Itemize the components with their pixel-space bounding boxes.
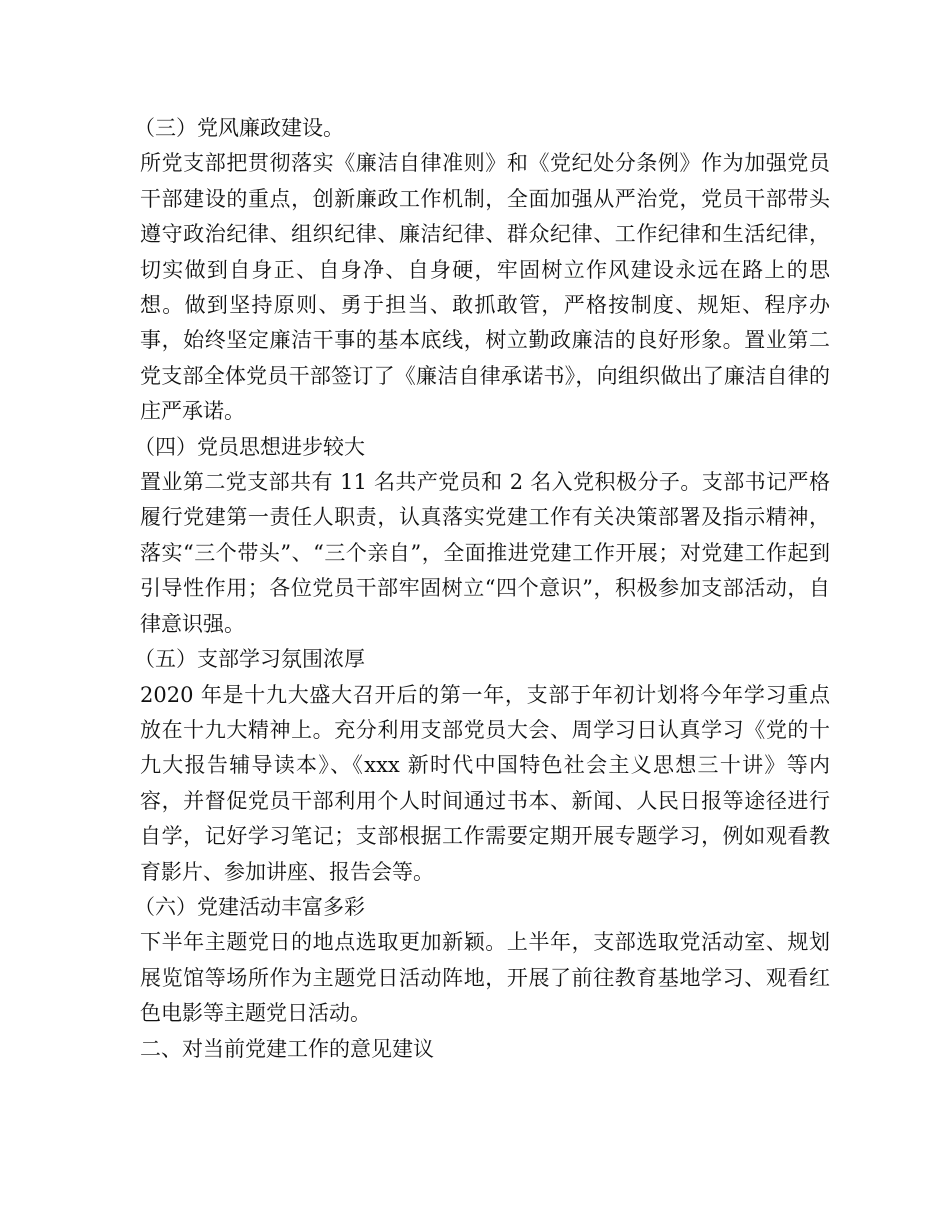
subheading-4: （四）党员思想进步较大 bbox=[134, 434, 365, 459]
paragraph-integrity: 所党支部把贯彻落实《廉洁自律准则》和《党纪处分条例》作为加强党员干部建设的重点，创新廉政工作机制，全面加强从严治党，党员干部带头遵守政治纪律、组织纪律、廉洁纪律、群众纪律、工作纪律和生活纪律，切实做到自身正、自身净、自身硬，牢固树立作风建设永远在路上的思想。做到坚持原则、勇于担当、敢抓敢管，严格按制度、规矩、程序办事，始终坚定廉洁干事的基本底线，树立勤政廉洁的良好形象。置业第二党支部全体党员干部签订了《廉洁自律承诺书》，向组织做出了廉洁自律的庄严承诺。 bbox=[140, 151, 830, 424]
subheading-3: （三）党风廉政建设。 bbox=[134, 116, 344, 140]
subheading-6: （六）党建活动丰富多彩 bbox=[134, 894, 365, 919]
document-body bbox=[134, 111, 830, 1067]
paragraph-members: 置业第二党支部共有 11 名共产党员和 2 名入党积极分子。支部书记严格履行党建第一责任人职责，认真落实党建工作有关决策部署及指示精神，落实“三个带头”、“三个亲自”，全面推进党建工作开展；对党建工作起到引导性作用；各位党员干部牢固树立“四个意识”，积极参加支部活动，自律意识强。 bbox=[140, 470, 830, 636]
section-title-2: 二、对当前党建工作的意见建议 bbox=[140, 1036, 434, 1061]
paragraph-activities: 下半年主题党日的地点选取更加新颖。上半年，支部选取党活动室、规划展览馆等场所作为主题党日活动阵地，开展了前往教育基地学习、观看红色电影等主题党日活动。 bbox=[140, 930, 830, 1026]
paragraph-study: 2020 年是十九大盛大召开后的第一年，支部于年初计划将今年学习重点放在十九大精神上。充分利用支部党员大会、周学习日认真学习《党的十九大报告辅导读本》、《xxx 新时代中国特色社会主义思想三十讲》等内容，并督促党员干部利用个人时间通过书本、新闻、人民日报等途径进行自学，记好学习笔记；支部根据工作需要定期开展专题学习，例如观看教育影片、参加讲座、报告会等。 bbox=[140, 682, 830, 884]
subheading-5: （五）支部学习氛围浓厚 bbox=[134, 647, 365, 672]
